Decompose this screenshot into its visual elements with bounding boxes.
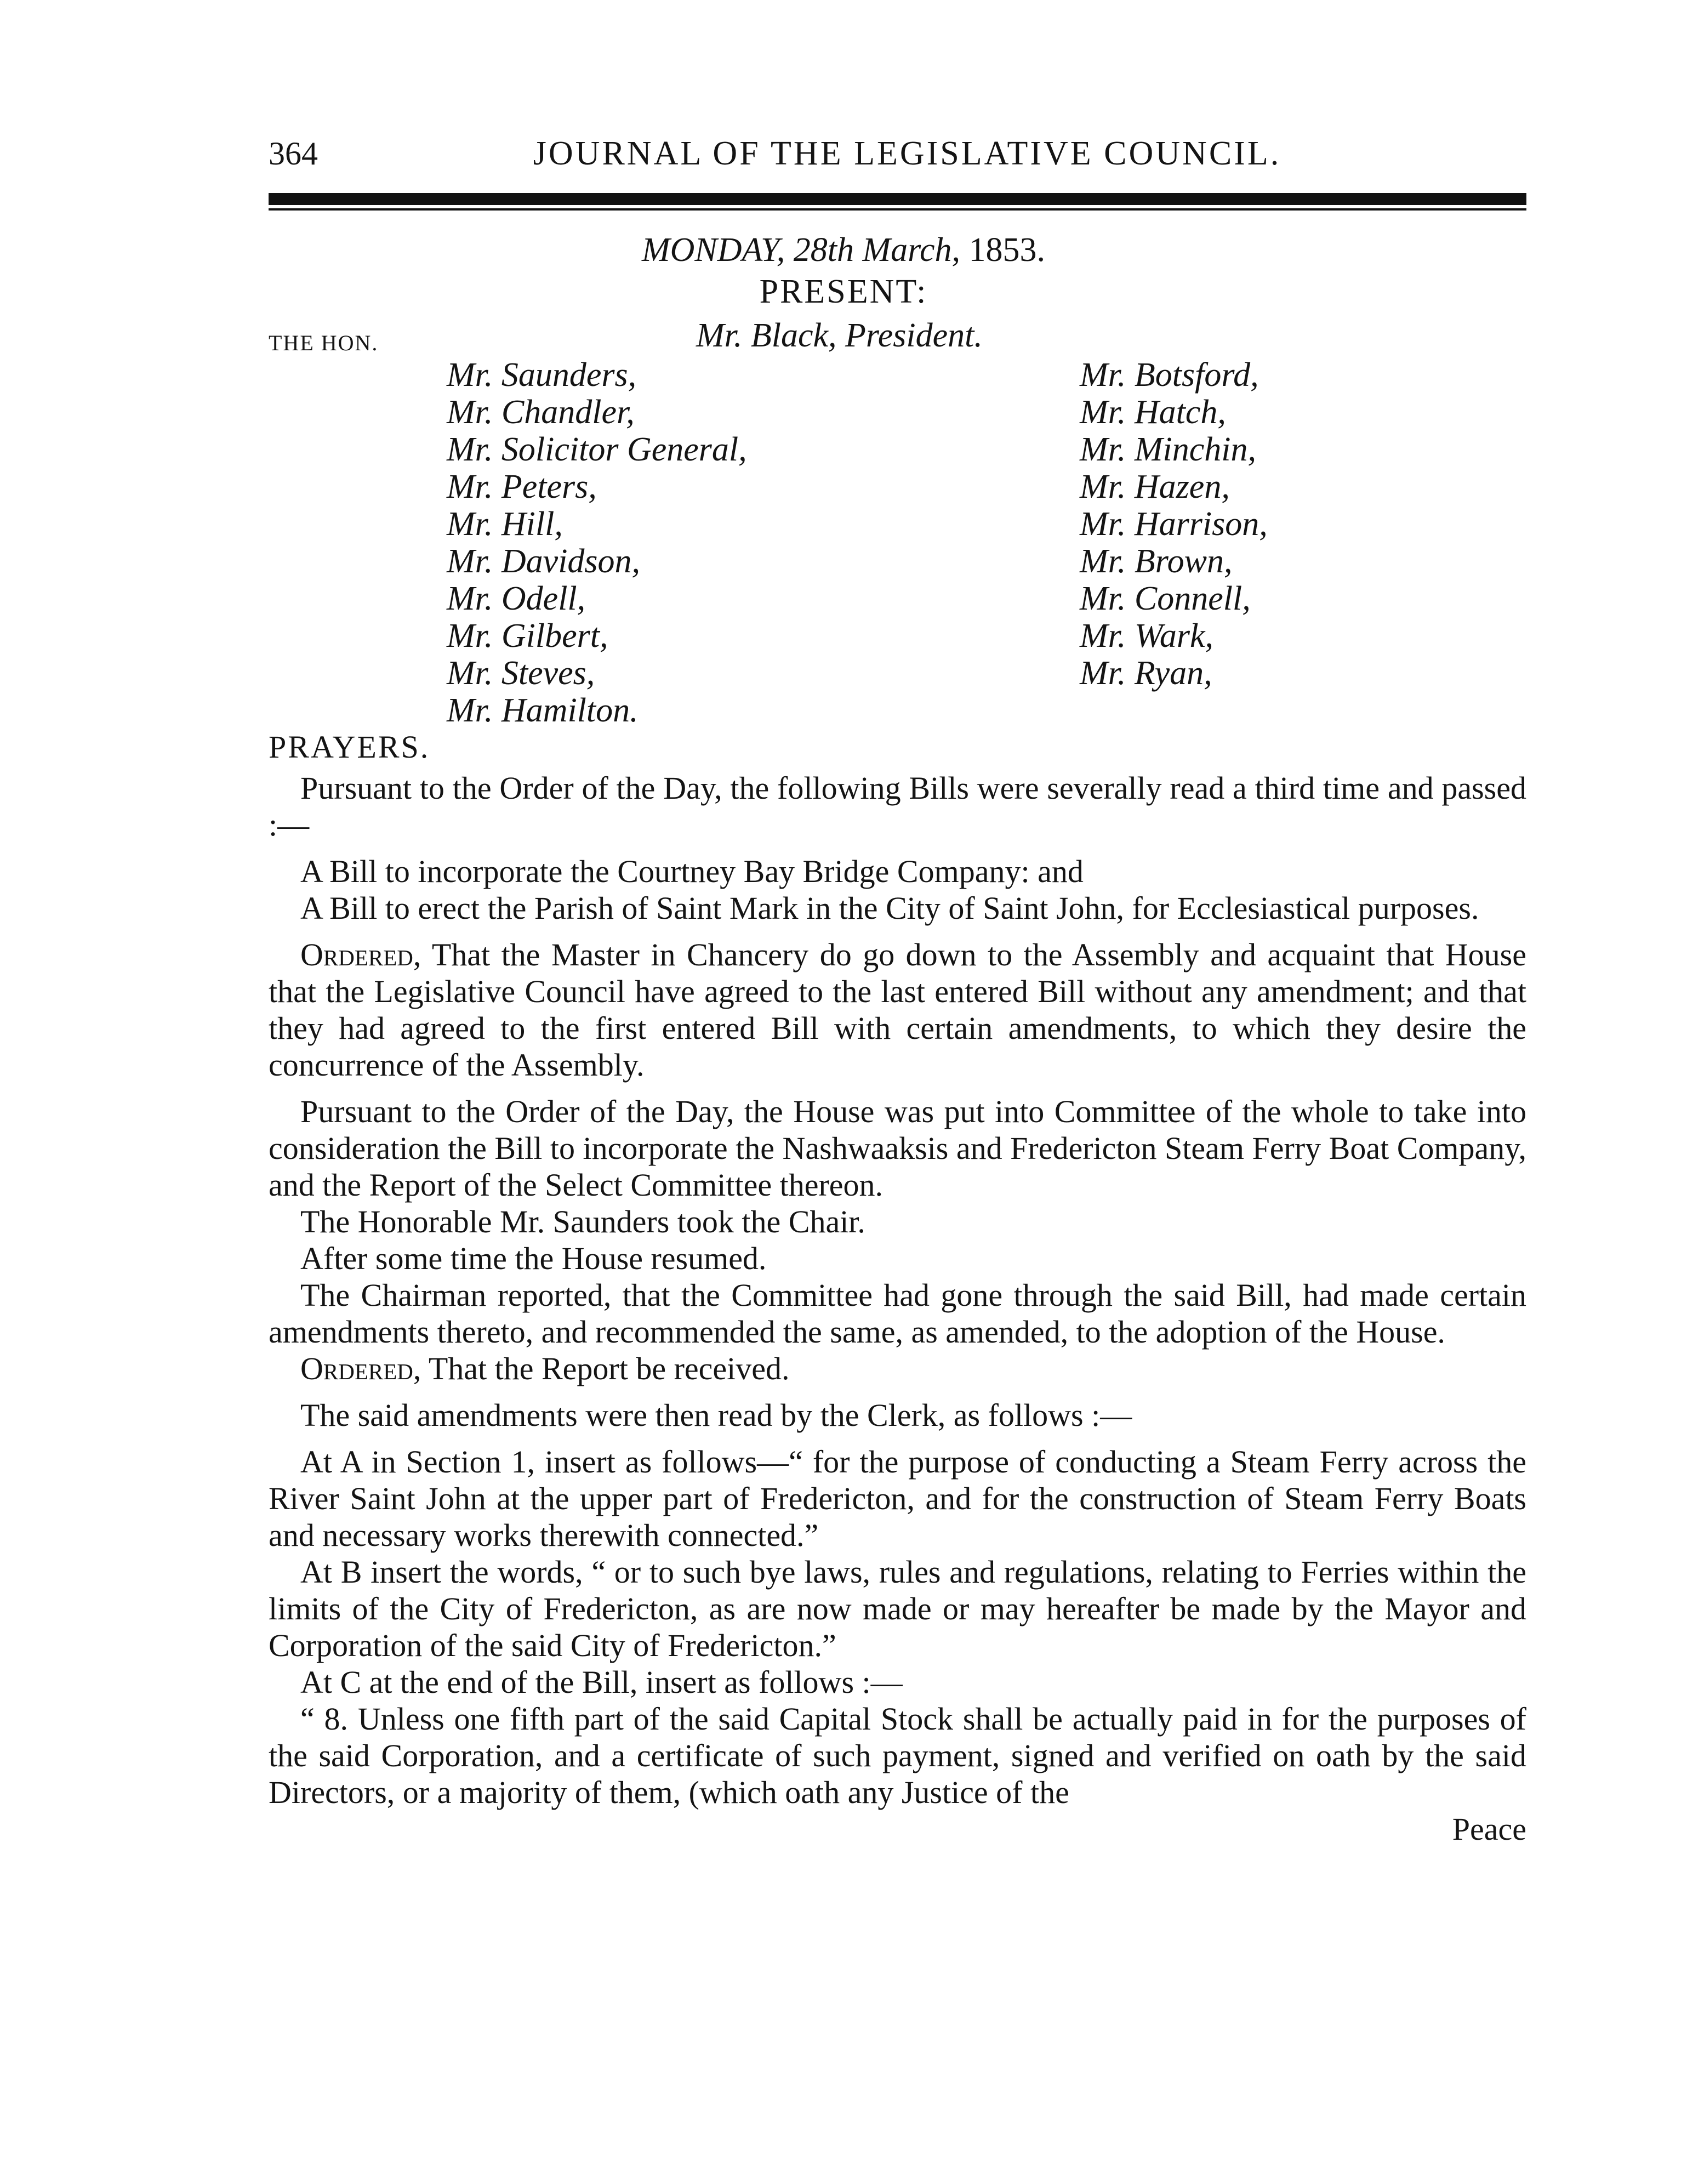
member-name: Mr. Saunders,: [447, 356, 637, 394]
member-name: Mr. Hatch,: [1080, 394, 1226, 431]
member-name: Mr. Harrison,: [1080, 505, 1268, 543]
member-name: Mr. Botsford,: [1080, 356, 1259, 394]
member-name: Mr. Chandler,: [447, 394, 635, 431]
member-name: Mr. Solicitor General,: [447, 431, 747, 468]
paragraph: At C at the end of the Bill, insert as follows :—: [300, 1664, 903, 1700]
paragraph: The Chairman reported, that the Committee had gone through the said Bill, had made certain amendments thereto, and recommended the same, as amended, to the adoption of the House.: [269, 1277, 1526, 1350]
prayers-heading: PRAYERS.: [269, 729, 430, 765]
member-name: Mr. Peters,: [447, 468, 597, 505]
ordered-label: Ordered,: [300, 1351, 421, 1386]
header-rule-thin: [269, 208, 1526, 211]
members-list-right: [1080, 356, 1268, 692]
date-year: 1853.: [968, 231, 1045, 269]
member-name: Mr. Hamilton.: [447, 692, 639, 729]
member-name: Mr. Gilbert,: [447, 617, 608, 655]
catch-word: Peace: [1452, 1811, 1526, 1847]
sitting-date: [0, 229, 1687, 271]
member-name: Mr. Connell,: [1080, 580, 1251, 617]
member-name: Mr. Hazen,: [1080, 468, 1230, 505]
paragraph: [269, 1350, 1526, 1387]
page-number: 364: [269, 135, 318, 172]
paragraph: The said amendments were then read by the Clerk, as follows :—: [300, 1397, 1132, 1433]
president-line: Mr. Black, President.: [696, 317, 983, 354]
header-rule-thick: [269, 193, 1526, 205]
paragraph: [269, 936, 1526, 1083]
date-month: 28th March,: [793, 231, 960, 269]
paragraph-text: That the Report be received.: [421, 1351, 790, 1386]
paragraph: “ 8. Unless one fifth part of the said Capital Stock shall be actually paid in for the purposes of the said Corporation, and a certificate of such payment, signed and verified on oath by the said Directors, or a majority of them, (which oath any Justice of the: [269, 1701, 1526, 1810]
ordered-label: Ordered,: [300, 937, 421, 972]
present-heading: PRESENT:: [759, 273, 928, 310]
member-name: Mr. Ryan,: [1080, 655, 1212, 692]
members-list-left: [447, 356, 747, 729]
paragraph: Pursuant to the Order of the Day, the House was put into Committee of the whole to take into consideration the Bill to incorporate the Nashwaaksis and Fredericton Steam Ferry Boat Company, and the Report of the Select Committee thereon.: [269, 1094, 1526, 1203]
member-name: Mr. Davidson,: [447, 543, 641, 580]
member-name: Mr. Minchin,: [1080, 431, 1257, 468]
paragraph: A Bill to incorporate the Courtney Bay Bridge Company: and: [300, 854, 1084, 889]
member-name: Mr. Odell,: [447, 580, 586, 617]
proceedings-text: [269, 770, 1526, 1847]
member-name: Mr. Wark,: [1080, 617, 1214, 655]
paragraph: Pursuant to the Order of the Day, the following Bills were severally read a third time and passed :—: [269, 770, 1526, 843]
paragraph: At B insert the words, “ or to such bye laws, rules and regulations, relating to Ferries within the limits of the City of Fredericton, as are now made or may hereafter be made by the Mayor and Corporation of the said City of Fredericton.”: [269, 1554, 1526, 1663]
member-name: Mr. Steves,: [447, 655, 595, 692]
paragraph: The Honorable Mr. Saunders took the Chair.: [300, 1204, 865, 1239]
member-name: Mr. Brown,: [1080, 543, 1233, 580]
paragraph: At A in Section 1, insert as follows—“ for the purpose of conducting a Steam Ferry across the River Saint John at the upper part of Fredericton, and for the construction of Steam Ferry Boats and necessary works therewith connected.”: [269, 1444, 1526, 1553]
paragraph: A Bill to erect the Parish of Saint Mark in the City of Saint John, for Ecclesiastical purposes.: [300, 890, 1479, 926]
paragraph-text: That the Master in Chancery do go down to the Assembly and acquaint that House that the Legislative Council have agreed to the last entered Bill without any amendment; and that they had agreed to the first entered Bill with certain amendments, to which they desire the concurrence of the Assembly.: [269, 937, 1526, 1083]
date-day: MONDAY,: [641, 231, 785, 269]
running-head: JOURNAL OF THE LEGISLATIVE COUNCIL.: [533, 135, 1281, 172]
paragraph: After some time the House resumed.: [300, 1241, 767, 1276]
member-name: Mr. Hill,: [447, 505, 563, 543]
the-hon-label: THE HON.: [269, 331, 379, 355]
